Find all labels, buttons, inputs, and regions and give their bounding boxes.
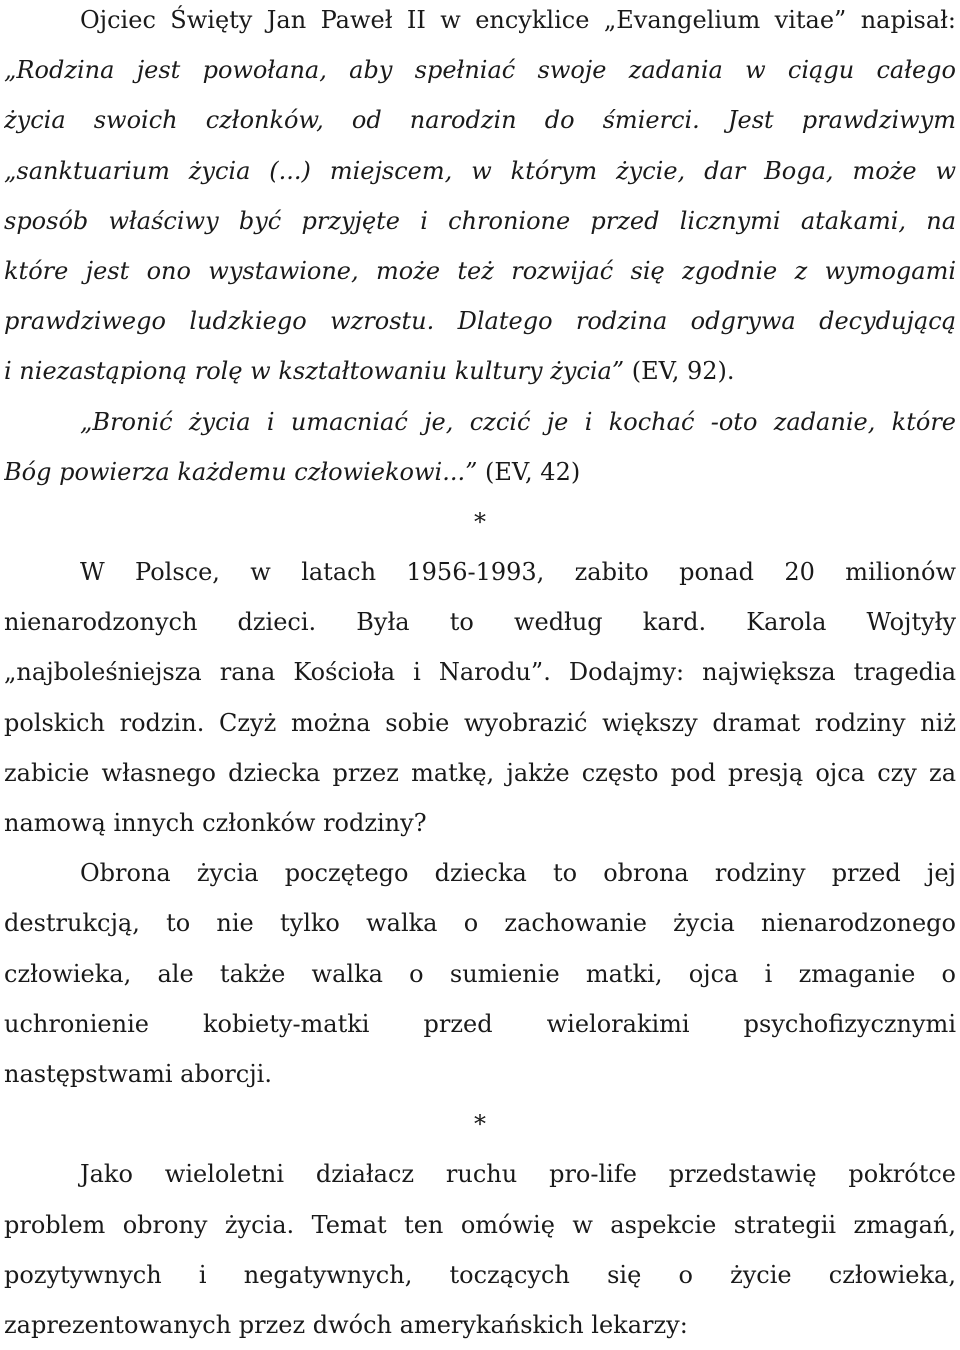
text-line: polskich rodzin. Czyż można sobie wyobrazić większy dramat rodziny niż (4, 708, 956, 737)
text-line (4, 447, 956, 497)
text-line: które jest ono wystawione, może też rozwijać się zgodnie z wymogami (4, 256, 956, 285)
text-line: Ojciec Święty Jan Paweł II w encyklice „Evangelium vitae” napisał: (80, 6, 956, 34)
text-line: następstwami aborcji. (4, 1059, 272, 1088)
section-separator: * (474, 507, 486, 536)
paragraph-pro-life-introduction (4, 1149, 956, 1350)
paragraph-defense-of-family (4, 848, 956, 1099)
text-line: zaprezentowanych przez dwóch amerykańskich lekarzy: (4, 1310, 688, 1339)
text-line: „najboleśniejsza rana Kościoła i Narodu”. Dodajmy: największa tragedia (4, 658, 956, 687)
paragraph-poland-statistics (4, 547, 956, 848)
text-line: W Polsce, w latach 1956-1993, zabito ponad 20 milionów (80, 558, 956, 587)
text-line: zabicie własnego dziecka przez matkę, jakże często pod presją ojca czy za (4, 758, 956, 787)
text-line: pozytywnych i negatywnych, toczących się o życie człowieka, (4, 1260, 956, 1289)
quote-text: Bóg powierza każdemu człowiekowi...” (4, 457, 478, 486)
text-line: prawdziwego ludzkiego wzrostu. Dlatego rodzina odgrywa decydującą (4, 307, 956, 336)
text-line: namową innych członków rodziny? (4, 809, 427, 837)
text-line: uchronienie kobiety-matki przed wielorakimi psychofizycznymi (4, 1009, 956, 1038)
text-line: destrukcją, to nie tylko walka o zachowanie życia nienarodzonego (4, 909, 956, 938)
text-line (4, 346, 956, 396)
text-line: sposób właściwy być przyjęte i chronione przed licznymi atakami, na (4, 206, 956, 235)
section-separator: * (474, 1110, 486, 1139)
paragraph-defend-life-quote (4, 397, 956, 497)
paragraph-encyclical-quote (4, 0, 956, 397)
citation-reference: (EV, 42) (477, 457, 581, 486)
text-line: „sanktuarium życia (...) miejscem, w którym życie, dar Boga, może w (4, 156, 956, 185)
text-line: Jako wieloletni działacz ruchu pro-life przedstawię pokrótce (80, 1160, 956, 1189)
text-line: problem obrony życia. Temat ten omówię w aspekcie strategii zmagań, (4, 1210, 956, 1239)
text-line: nienarodzonych dzieci. Była to według kard. Karola Wojtyły (4, 608, 956, 637)
citation-reference: (EV, 92). (624, 357, 735, 386)
text-line: życia swoich członków, od narodzin do śmierci. Jest prawdziwym (4, 106, 956, 135)
text-line: „Rodzina jest powołana, aby spełniać swoje zadania w ciągu całego (4, 56, 956, 85)
document-page (4, 0, 956, 1350)
text-line: Obrona życia poczętego dziecka to obrona rodziny przed jej (80, 859, 956, 888)
quote-text: i niezastąpioną rolę w kształtowaniu kultury życia” (4, 357, 625, 386)
text-line: człowieka, ale także walka o sumienie matki, ojca i zmaganie o (4, 959, 956, 988)
text-line: „Bronić życia i umacniać je, czcić je i kochać -oto zadanie, które (80, 407, 956, 436)
